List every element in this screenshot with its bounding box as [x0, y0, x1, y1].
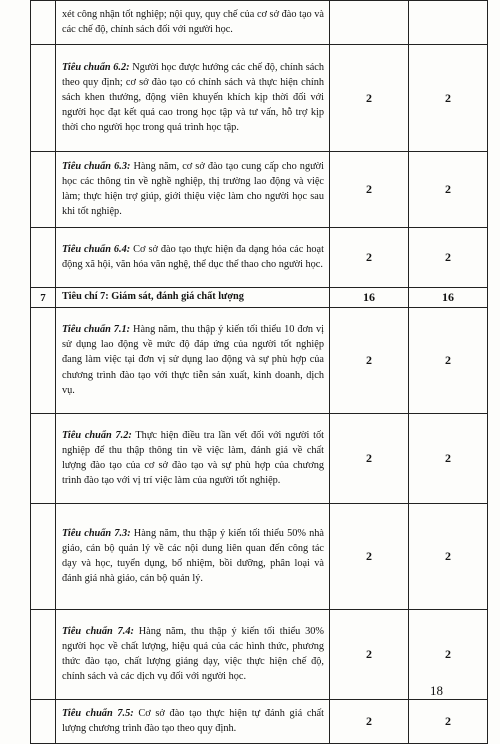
standard-label: Tiêu chuẩn 7.2: [62, 429, 132, 441]
standard-label: Tiêu chuẩn 7.5: [62, 707, 134, 719]
standard-text: Cơ sở đào tạo thực hiện đa dạng hóa các hoạt động xã hội, văn hóa văn nghệ, thể dục thể thao cho người học. [62, 243, 324, 270]
standard-row [31, 308, 488, 414]
standard-row [31, 152, 488, 228]
criterion-row [31, 288, 488, 308]
row-number-cell [31, 414, 56, 504]
content-cell [56, 152, 330, 228]
standard-text: Hàng năm, thu thập ý kiến tối thiểu 50% nhà giáo, cán bộ quản lý về các nội dung liên quan đến công tác dạy và học, tuyển dụng, bổ nhiệm, bồi dưỡng, phân loại và đánh giá nhà giáo, cán bộ quản lý. [62, 527, 324, 585]
standard-row [31, 228, 488, 288]
evaluation-table-page [30, 0, 472, 744]
max-score-cell: 2 [330, 414, 409, 504]
standard-label: Tiêu chuẩn 6.3: [62, 160, 131, 172]
awarded-score-cell: 2 [409, 414, 488, 504]
awarded-score-cell: 16 [409, 288, 488, 308]
standard-label: Tiêu chuẩn 6.2: [62, 61, 130, 73]
row-number-cell [31, 308, 56, 414]
standard-text: Thực hiện điều tra lần vết đối với người tốt nghiệp để thu thập thông tin về việc làm, đánh giá về chất lượng đào tạo của cơ sở đào tạo và sự phù hợp của chương trình đào tạo với vị trí việc làm của người tốt nghiệp. [62, 429, 324, 487]
content-cell [56, 504, 330, 610]
row-number-cell [31, 504, 56, 610]
criteria-table [30, 0, 488, 744]
max-score-cell: 2 [330, 228, 409, 288]
criterion-title: Tiêu chí 7: Giám sát, đánh giá chất lượng [62, 291, 244, 303]
content-cell [56, 308, 330, 414]
awarded-score-cell: 2 [409, 504, 488, 610]
row-number-cell [31, 700, 56, 744]
row-number-cell: 7 [31, 288, 56, 308]
standard-label: Tiêu chuẩn 7.4: [62, 625, 134, 637]
standard-label: Tiêu chuẩn 7.1: [62, 324, 131, 336]
max-score-cell: 2 [330, 700, 409, 744]
content-cell [56, 228, 330, 288]
standard-row [31, 45, 488, 152]
content-cell [56, 288, 330, 308]
standard-row [31, 1, 488, 45]
standard-text: xét công nhận tốt nghiệp; nội quy, quy chế của cơ sở đào tạo và các chế độ, chính sách đối với người học. [62, 8, 324, 35]
criteria-table-body [31, 1, 488, 744]
standard-row [31, 700, 488, 744]
awarded-score-cell [409, 1, 488, 45]
row-number-cell [31, 1, 56, 45]
standard-text: Hàng năm, thu thập ý kiến tối thiểu 10 đơn vị sử dụng lao động về mức độ đáp ứng của người tốt nghiệp đang làm việc tại đơn vị sử dụng lao động và sự phù hợp của chương trình đào tạo với thực tiễn sản xuất, kinh doanh, dịch vụ. [62, 324, 324, 396]
max-score-cell: 2 [330, 152, 409, 228]
content-cell [56, 45, 330, 152]
standard-text: Cơ sở đào tạo thực hiện tự đánh giá chất lượng chương trình đào tạo theo quy định. [62, 707, 324, 734]
max-score-cell: 2 [330, 308, 409, 414]
awarded-score-cell: 2 [409, 610, 488, 700]
row-number-cell [31, 45, 56, 152]
awarded-score-cell: 2 [409, 228, 488, 288]
standard-row [31, 504, 488, 610]
content-cell [56, 414, 330, 504]
standard-text: Hàng năm, cơ sở đào tạo cung cấp cho người học các thông tin về nghề nghiệp, thị trường lao động và việc làm; thực hiện trợ giúp, giới thiệu việc làm cho người học sau khi tốt nghiệp. [62, 160, 324, 218]
awarded-score-cell: 2 [409, 152, 488, 228]
row-number-cell [31, 228, 56, 288]
page-number: 18 [430, 683, 443, 698]
standard-text: Người học được hướng các chế độ, chính sách theo quy định; cơ sở đào tạo có chính sách và thực hiện chính sách khen thưởng, động viên khuyến khích kịp thời đối với người học đạt kết quả cao trong học tập và tư vấn, hỗ trợ kịp thời cho người học trong quá trình học tập. [62, 61, 324, 134]
max-score-cell: 2 [330, 610, 409, 700]
standard-row [31, 414, 488, 504]
row-number-cell [31, 152, 56, 228]
standard-label: Tiêu chuẩn 6.4: [62, 243, 131, 255]
content-cell [56, 700, 330, 744]
content-cell [56, 610, 330, 700]
awarded-score-cell: 2 [409, 308, 488, 414]
row-number-cell [31, 610, 56, 700]
max-score-cell [330, 1, 409, 45]
awarded-score-cell: 2 [409, 45, 488, 152]
max-score-cell: 2 [330, 45, 409, 152]
content-cell [56, 1, 330, 45]
standard-text: Hàng năm, thu thập ý kiến tối thiểu 30% người học về chất lượng, hiệu quả của các hình thức, phương thức đào tạo, chất lượng giảng dạy, việc thực hiện chế độ, chính sách và các dịch vụ đối với người học. [62, 625, 324, 683]
standard-row [31, 610, 488, 700]
awarded-score-cell: 2 [409, 700, 488, 744]
max-score-cell: 2 [330, 504, 409, 610]
max-score-cell: 16 [330, 288, 409, 308]
standard-label: Tiêu chuẩn 7.3: [62, 527, 131, 539]
